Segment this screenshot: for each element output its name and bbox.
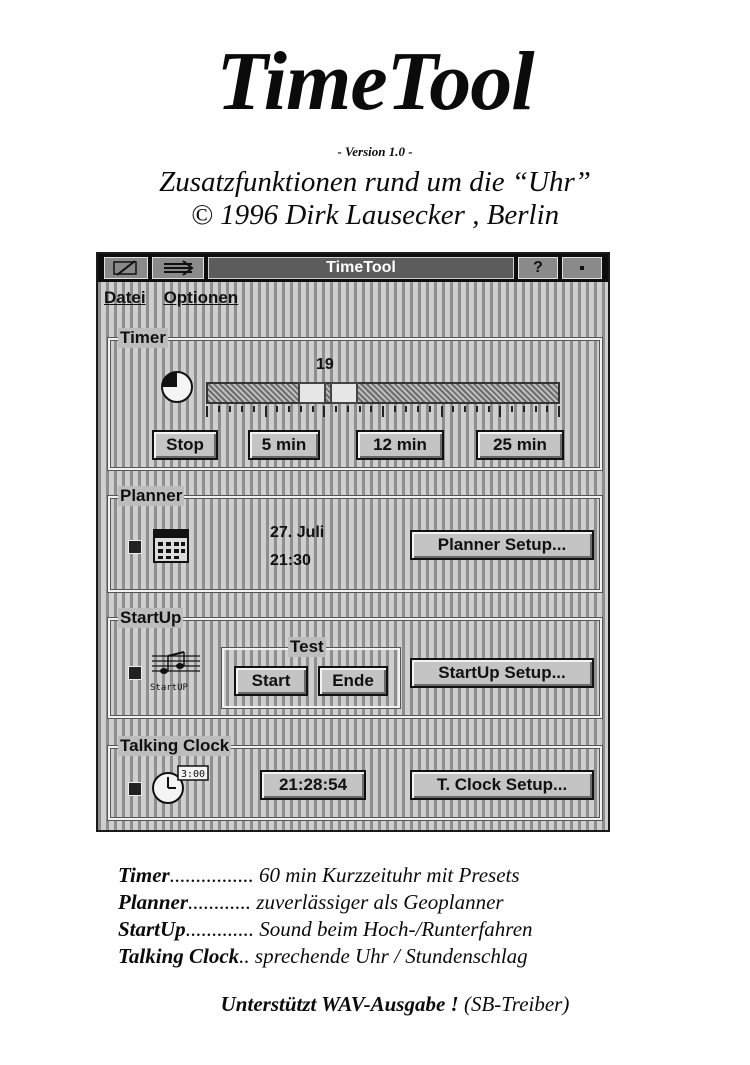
- feature-dots: ............: [188, 890, 252, 914]
- subtitle-line-1: Zusatzfunktionen rund um die “Uhr”: [159, 166, 591, 198]
- feature-dots: .............: [185, 917, 254, 941]
- subtitle-line-2: © 1996 Dirk Lausecker , Berlin: [190, 199, 560, 231]
- document-title: TimeTool: [216, 35, 534, 128]
- test-group: [222, 637, 400, 708]
- slider-tick: [511, 406, 513, 412]
- menu-datei[interactable]: Datei: [104, 288, 146, 307]
- feature-name: Planner: [118, 890, 189, 914]
- menu-optionen[interactable]: Optionen: [163, 288, 239, 307]
- talking-clock-time: 21:28:54: [260, 770, 366, 800]
- minimize-icon[interactable]: [562, 257, 602, 279]
- test-group-label: Test: [290, 637, 324, 656]
- preset-25min-button[interactable]: 25 min: [476, 430, 564, 460]
- feature-name: Talking Clock: [118, 944, 240, 968]
- preset-12min-button[interactable]: 12 min: [356, 430, 444, 460]
- talking-clock-icon: [150, 764, 210, 806]
- feature-row-timer: [118, 862, 638, 889]
- slider-tick: [499, 406, 501, 417]
- feature-desc: zuverlässiger als Geoplanner: [256, 890, 504, 914]
- talking-clock-group-label: Talking Clock: [120, 736, 230, 755]
- talking-clock-enable-checkbox[interactable]: [128, 782, 142, 796]
- startup-enable-checkbox[interactable]: [128, 666, 142, 680]
- slider-tick: [441, 406, 443, 417]
- slider-tick: [335, 406, 337, 412]
- feature-dots: ................: [169, 863, 254, 887]
- window-title: TimeTool: [208, 257, 514, 279]
- slider-tick: [229, 406, 231, 412]
- title-bar: [98, 254, 608, 282]
- planner-enable-checkbox[interactable]: [128, 540, 142, 554]
- timer-slider-thumb[interactable]: [330, 382, 358, 404]
- slider-tick: [382, 406, 384, 417]
- slider-tick: [429, 406, 431, 412]
- ende-button[interactable]: Ende: [318, 666, 388, 696]
- slider-tick: [476, 406, 478, 412]
- wav-note-plain: (SB-Treiber): [458, 992, 570, 1016]
- slider-tick: [312, 406, 314, 412]
- wav-support-note: [0, 992, 750, 1017]
- feature-row-planner: [118, 889, 638, 916]
- feature-dots: ..: [239, 944, 250, 968]
- talking-clock-setup-button[interactable]: T. Clock Setup...: [410, 770, 594, 800]
- planner-setup-button[interactable]: Planner Setup...: [410, 530, 594, 560]
- planner-date: 27. Juli: [270, 524, 325, 541]
- slider-tick: [535, 406, 537, 412]
- calendar-icon: [152, 526, 190, 564]
- timer-group: [108, 328, 602, 470]
- timetool-window: [96, 252, 610, 832]
- slider-tick: [417, 406, 419, 412]
- slider-tick: [288, 406, 290, 412]
- planner-time: 21:30: [270, 552, 311, 569]
- slider-tick: [523, 406, 525, 412]
- talking-clock-icon-text: 3:00: [180, 769, 206, 780]
- timer-group-label: Timer: [120, 328, 166, 347]
- startup-setup-button[interactable]: StartUp Setup...: [410, 658, 594, 688]
- feature-name: StartUp: [118, 917, 186, 941]
- slider-tick: [405, 406, 407, 412]
- slider-tick: [452, 406, 454, 412]
- slider-tick: [558, 406, 560, 417]
- feature-desc: sprechende Uhr / Stundenschlag: [254, 944, 528, 968]
- stop-button[interactable]: Stop: [152, 430, 218, 460]
- slider-tick: [253, 406, 255, 412]
- version-label: - Version 1.0 -: [337, 144, 413, 159]
- slider-tick: [323, 406, 325, 417]
- planner-group-label: Planner: [120, 486, 183, 505]
- slider-tick: [206, 406, 208, 417]
- slider-tick: [359, 406, 361, 412]
- feature-list: [118, 862, 638, 970]
- wav-note-bold: Unterstützt WAV-Ausgabe !: [220, 992, 459, 1016]
- startup-group-label: StartUp: [120, 608, 182, 627]
- window-menu-icon[interactable]: [104, 257, 148, 279]
- slider-tick: [464, 406, 466, 412]
- timer-value: 19: [316, 356, 334, 373]
- startup-music-icon: [150, 650, 202, 693]
- slider-tick: [265, 406, 267, 417]
- startup-icon-text: StartUP: [150, 683, 188, 693]
- talking-clock-group: [108, 736, 602, 820]
- slider-tick: [347, 406, 349, 412]
- timer-clock-icon: [160, 370, 194, 404]
- rollup-icon[interactable]: [152, 257, 204, 279]
- slider-tick: [300, 406, 302, 412]
- feature-row-talking-clock: [118, 943, 638, 970]
- slider-tick: [546, 406, 548, 412]
- help-button[interactable]: ?: [518, 257, 558, 279]
- slider-tick: [370, 406, 372, 412]
- subtitle: [0, 166, 750, 232]
- feature-desc: 60 min Kurzzeituhr mit Presets: [258, 863, 520, 887]
- timer-slider-thumb-left[interactable]: [298, 382, 326, 404]
- startup-group: [108, 608, 602, 718]
- feature-name: Timer: [118, 863, 170, 887]
- slider-tick: [276, 406, 278, 412]
- slider-tick: [241, 406, 243, 412]
- feature-desc: Sound beim Hoch-/Runterfahren: [259, 917, 533, 941]
- slider-tick: [218, 406, 220, 412]
- slider-tick: [488, 406, 490, 412]
- timer-slider[interactable]: [206, 382, 560, 404]
- preset-5min-button[interactable]: 5 min: [248, 430, 320, 460]
- timer-slider-ticks: [206, 406, 560, 418]
- menu-bar: [104, 288, 238, 312]
- feature-row-startup: [118, 916, 638, 943]
- slider-tick: [394, 406, 396, 412]
- start-button[interactable]: Start: [234, 666, 308, 696]
- planner-group: [108, 486, 602, 592]
